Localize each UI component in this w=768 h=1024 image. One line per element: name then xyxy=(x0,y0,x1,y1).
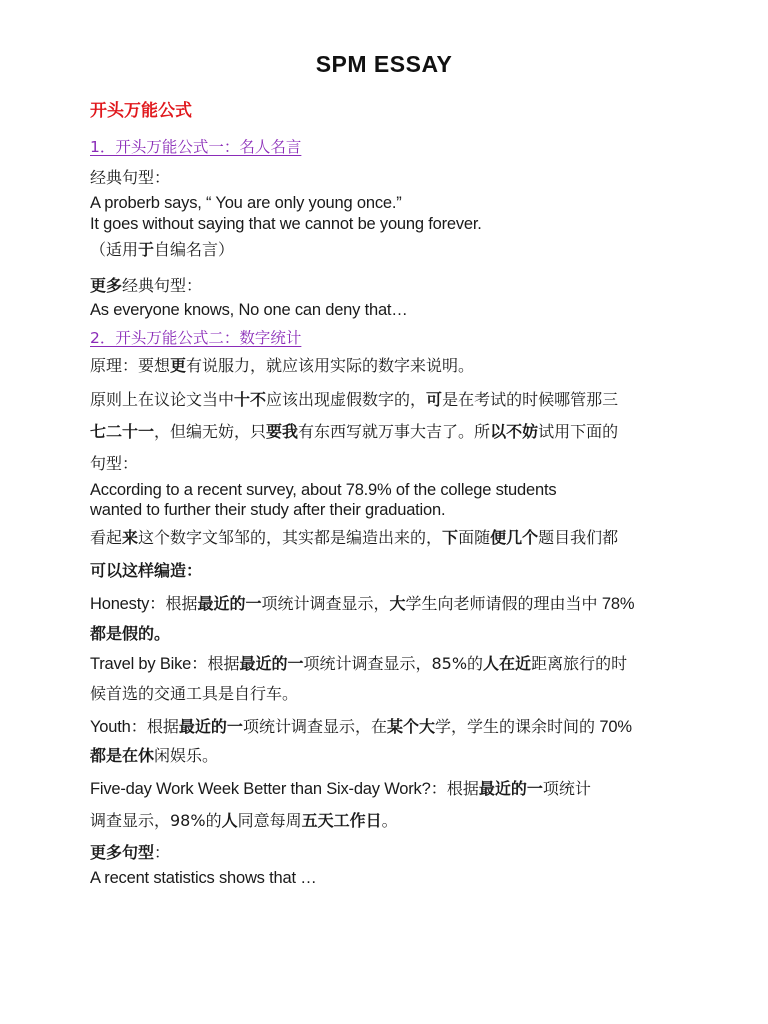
more-patterns-label: 更多句型： xyxy=(90,843,171,862)
formula-1-english-1: A proberb says, “ You are only young once.” xyxy=(90,194,402,212)
paragraph-rule-line-3: 句型： xyxy=(90,454,139,473)
document-title: SPM ESSAY xyxy=(315,51,453,77)
paragraph-rule-line-2: 七二十一，但编无妨，只要我有东西写就万事大吉了。所以不妨试用下面的 xyxy=(90,422,619,441)
example-youth-line-1: Youth：根据最近的一项统计调查显示，在某个大学，学生的课余时间的 70% xyxy=(90,717,632,736)
formula-1-more-english: As everyone knows, No one can deny that… xyxy=(90,301,408,319)
example-workweek-line-2: 调查显示，98%的人同意每周五天工作日。 xyxy=(90,811,398,830)
example-bike-line-1: Travel by Bike：根据最近的一项统计调查显示，85%的人在近距离旅行的时 xyxy=(90,654,628,673)
paragraph-explain-line-1: 看起来这个数字文邹邹的，其实都是编造出来的，下面随便几个题目我们都 xyxy=(90,528,619,547)
survey-english-2: wanted to further their study after their graduation. xyxy=(90,501,446,519)
section-heading: 开头万能公式 xyxy=(90,101,192,121)
example-honesty-line-2: 都是假的。 xyxy=(90,624,171,643)
more-patterns-english: A recent statistics shows that … xyxy=(90,869,317,887)
example-honesty-line-1: Honesty：根据最近的一项统计调查显示，大学生向老师请假的理由当中 78% xyxy=(90,594,635,613)
example-workweek-line-1: Five-day Work Week Better than Six-day Work?：根据最近的一项统计 xyxy=(90,779,591,798)
formula-1-more-label: 更多经典句型： xyxy=(90,276,203,295)
paragraph-rule-line-1: 原则上在议论文当中十不应该出现虚假数字的，可是在考试的时候哪管那三 xyxy=(90,390,619,409)
formula-1-english-2: It goes without saying that we cannot be young forever. xyxy=(90,215,482,233)
example-bike-line-2: 候首选的交通工具是自行车。 xyxy=(90,684,299,703)
formula-2-heading: 2．开头万能公式二：数字统计 xyxy=(90,329,302,347)
example-youth-line-2: 都是在休闲娱乐。 xyxy=(90,746,219,765)
paragraph-explain-line-2: 可以这样编造： xyxy=(90,561,203,580)
formula-1-label: 经典句型： xyxy=(90,168,171,187)
formula-1-heading: 1．开头万能公式一：名人名言 xyxy=(90,138,302,156)
paragraph-principle: 原理：要想更有说服力，就应该用实际的数字来说明。 xyxy=(90,356,475,375)
survey-english-1: According to a recent survey, about 78.9% of the college students xyxy=(90,481,557,499)
formula-1-note: （适用于自编名言） xyxy=(90,240,235,259)
